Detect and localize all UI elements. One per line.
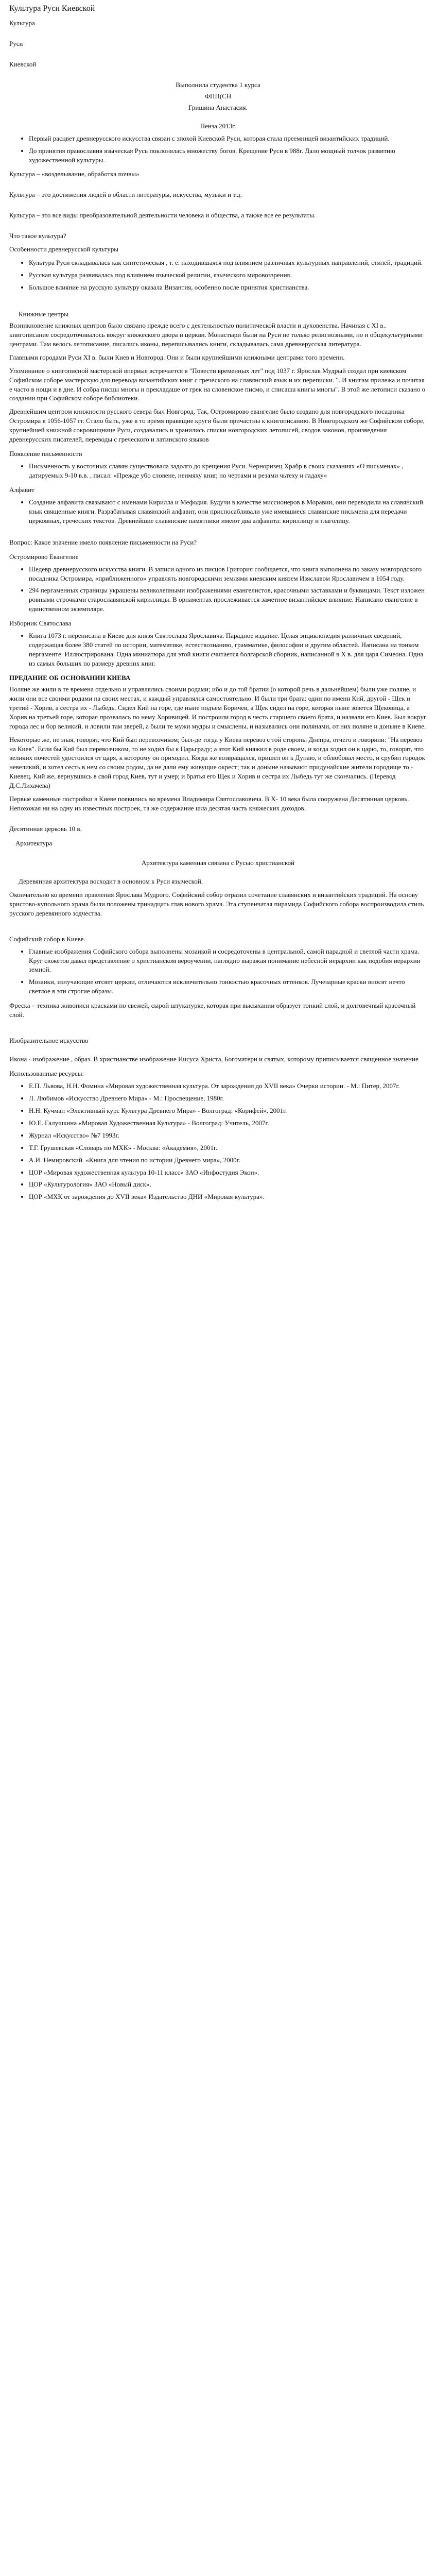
ostromir-list [9,565,427,614]
writing-list [9,462,427,480]
spacer [9,53,427,60]
spacer [9,183,427,190]
list-item: • Большое влияние на русскую культуру оказала Византия, особенно после принятия христианства. [29,283,427,292]
list-item: • Русская культура развивалась под влиянием языческой религии, языческого мировоззрения. [29,270,427,280]
intro-list [9,134,427,165]
spacer [9,851,427,858]
section-title: Изобразительное искусство [9,1037,89,1045]
document-title: Культура Руси Киевской [9,4,95,13]
paragraph: Поляне же жили в те времена отдельно и управлялись своими родами; ибо и до той братии (о которой речь в дальнейшем) были уже поляне, и жили они все своими родами на своих местах, и каждый управлялся самостоятельно. И были три брата: один по имени Кий, другой - Щек и третий - Хорив, а сестра их - Лыбедь. Сидел Кий на горе, где ныне подъем Боричев, а Щек сидел на горе, которая ныне зовется Щековица, а Хорив на третьей горе, которая прозвалась по нему Хоривицей. И построили город в честь старшего своего брата, и назвали его Киев. Был вокруг города лес и бор великий, и ловили там зверей, а были те мужи мудры и смыслены, и назывались они полянами, от них поляне и доныне в Киеве. [9,685,427,730]
resource-item: • ЦОР «МХК от зарождения до XVII века» Издательство ДНИ «Мировая культура». [29,1192,427,1201]
question-text: Что такое культура? [9,232,66,240]
author-line: Гришина Анастасия. [188,103,248,111]
paragraph: Икона - изображение , образ. В христианстве изображение Иисуса Христа, Богоматери и святых, которому приписывается священное значение [9,1055,418,1063]
section-title: Архитектура каменная связана с Русью христианской [141,858,295,867]
resource-item: • Ю.Е. Галушкина «Мировая Художественная Культура» - Волгоград: Учитель, 2007г. [29,1118,427,1128]
resource-item: • Е.П. Львова, Н.Н. Фомина «Мировая художественная культура. От зарождения до XVII века» Очерки истории. - М.: Питер, 2007г. [29,1081,427,1091]
question-text: Вопрос: Какое значение имело появление письменности на Руси? [9,538,197,546]
section-title: Софийский собор в Киеве. [9,935,85,943]
paragraph: Некоторые же, не зная, говорят, что Кий был перевозчиком; был-де тогда у Киева перевоз с той стороны Днепра, отчего и говорили: "На перевоз на Киев". Если бы Кий был перевозчиком, то не ходил бы к Царьграду; а этот Кий княжил в роде своем, и когда ходил он к царю, то, говорят, что великих почестей удостоился от царя, к которому он приходил. Когда же возвращался, пришел он к Дунаю, и облюбовал место, и срубил городок невеликий, и хотел сесть в нем со своим родом, да не дали ему живущие окрест; так и доныне называют придунайские жители городище то - Киевец. Кий же, вернувшись в свой город Киев, тут и умер; и братья его Щек и Хорив и сестра их Лыбедь тут же скончались. (Перевод Д.С.Лихачева) [9,735,425,790]
spacer [9,32,427,39]
list-item: • 294 пергаменных страницы украшены великолепными изображениями евангелистов, красочными заставками и буквицами. Текст изложен ровными строчками старославянской кириллицы. В орнаментах прослеживается заметное византийское влияние. Написано евангелие в единственном экземпляре. [29,586,427,614]
resource-item: • Н.Н. Кучман «Элективный курс Культура Древнего Мира» - Волгоград: «Корифей», 2001г. [29,1106,427,1115]
list-item: • Главные изображения Софийского собора выполнены мозаикой и сосредоточены в центральной, самой парадной и светлой части храма. Круг сюжетов давал представление о христианском вероучении, наглядно выражая понимание небесной иерархии как подобия иерархии земной. [29,947,427,975]
list-item: • Шедевр древнерусского искусства книги. В записи одного из писцов Григория сообщается, что книга выполнена по заказу новгородского посадника Остромира, «приближенного» управлять новгородскими землями киевским князем Изяславом Ярославичем в 1054 году. [29,565,427,583]
spacer [9,73,427,80]
definition-text: Культура – это достижения людей в области литературы, искусства, музыки и т.д. [9,191,242,199]
section-title: Алфавит [9,485,34,494]
top-label: Киевской [9,60,37,68]
spacer [9,204,427,211]
definition-text: Культура – это все виды преобразовательной деятельности человека и общества, а также все ее результаты. [9,211,316,219]
list-item: • Культура Руси складывалась как синтетическая , т. е. находившаяся под влиянием различных культурных направлений, стилей, традиций. [29,258,427,267]
alphabet-list [9,498,427,526]
section-title: Архитектура [15,839,53,848]
paragraph: Древнейшим центром книжности русского севера был Новгород. Так, Остромирово евангелие было создано для новгородского посадника Остромира в 1056-1057 гг. Стало быть, уже в то время правящие круги были причастны к книгописанию. В Новгородском же Софийском соборе, крупнейшей книжной сокровищнице Руси, создавались и хранились списки новгородских летописей, сводов законов, произведения древнерусских писателей, переводы с греческого и латинского языков [9,408,425,444]
sofia-list [9,947,427,996]
top-label: Культура [9,19,35,27]
paragraph: Окончательно ко времени правления Ярослава Мудрого. Софийский собор отразил сочетание славянских и византийских традиций. На основу христово-купольного храма были положены тринадцать глав нового храма. Эта ступенчатая пирамида Софийского собора воспроизводила стиль русского деревянного зодчества. [9,890,424,917]
list-item: • Книга 1073 г. переписана в Киеве для князя Святослава Ярославича. Парадное издание. Целая энциклопедия различных сведений, содержащая более 380 статей по истории, математике, естествознанию, грамматике, философии и другим областей. Написана на тонком пергаменте. Иллюстрирована. Одна миниатюра для этой книги считается болгарской сборник, написанной в X в. для царя Симеона. Одна из самых больших по размеру древних книг. [29,631,427,668]
author-line: Выполнила студентка 1 курса [176,80,260,89]
spacer [9,114,427,122]
resource-item: • ЦОР «Мировая художественная культура 10-11 класс» ЗАО «Инфостудия Экон». [29,1168,427,1177]
spacer [9,870,427,877]
list-item: • Письменность у восточных славян существовала задолго до крещения Руси. Черноризец Храбр в своих сказаниях «О письменах» , датируемых 9-10 в.в. , писал: «Прежде убо словене, неимяху книг, но чертами и резами чьтеху и гадаху» [29,462,427,480]
paragraph: Упоминание о книгописной мастерской впервые встречается в "Повести временных лет" под 1037 г. Ярослав Мудрый создал при киевском Софийском соборе мастерскую для перевода византийских книг с греческого на славянский язык и их переписки. "..И книгам прилежа и почитая е часто в нощи и в дне. И собра писцы многы и прекладаше от грек на словенское писмо, и списаша книгы многы". В этой же летописи сказано о создании при Софийском соборе библиотеки. [9,366,426,402]
spacer [9,1047,427,1055]
spacer [9,224,427,231]
resource-item: • А.И. Немировский. «Книга для чтения по истории Древнего мира», 2000г. [29,1156,427,1165]
list-item: • До принятия православия языческая Русь поклонялась множеству богов. Крещение Руси в 988г. Дало мощный толчок развитию художественной культуры. [29,146,427,165]
izbornik-list [9,631,427,668]
resource-item: • Журнал «Искусство» №7 1993г. [29,1131,427,1140]
paragraph: Главными городами Руси XI в. были Киев и Новгород. Они и были крупнейшими книжными центрами того времени. [9,353,345,361]
spacer [9,922,427,929]
list-item: • Создание алфавита связывают с именами Кирилла и Мефодия. Будучи в качестве миссионеров в Моравии, они переводили на славянский язык священные книги. Разрабатывая славянский алфавит, они приспосабливали уже имевшиеся славянские письмена для передачи церковных, греческих текстов. Древнейшие славянские памятники имеют два алфавита: кириллицу и глаголицу. [29,498,427,526]
paragraph: Первые каменные постройки в Киеве появились во времена Владимира Святославовича. В X- 10 века была сооружена Десятинная церковь. Непохожая ни на одну из известных построек, та же содержание шла десятая часть княжеских доходов. [9,795,409,812]
section-title: Остромирово Евангелие [9,552,79,561]
spacer [9,1024,427,1031]
paragraph: Деревянная архитектура восходит в основном к Руси языческой. [19,877,203,885]
section-title: Десятинная церковь 10 в. [9,825,82,833]
spacer [9,531,427,538]
list-item: • Первый расцвет древнерусского искусства связан с эпохой Киевской Руси, которая стала преемницей византийских традиций. [29,134,427,143]
section-title: ПРЕДАНИЕ ОБ ОСНОВАНИИ КИЕВА [9,673,131,682]
resource-item: • ЦОР «Культурология» ЗАО «Новый диск». [29,1180,427,1189]
paragraph: Фреска – техника живописи красками по свежей, сырой штукатурке, которая при высыхании образует тонкий слой, и долговечный красочный слой. [9,1002,416,1019]
document-page [0,0,436,1201]
section-title: Особенности древнерусской культуры [9,245,118,253]
section-title: Изборник Святослава [9,619,72,628]
section-title: Появление письменности [9,450,82,458]
section-title: Использованные ресурсы: [9,1070,84,1078]
year-line: Пенза 2013г. [200,122,236,130]
section-title: Книжные центры [19,310,69,318]
resources-list [9,1081,427,1201]
author-line: ФПП(СН [204,92,232,100]
definition-text: Культура – «возделывание, обработка почвы» [9,170,139,178]
paragraph: Возникновение книжных центров было связано прежде всего с деятельностью политической власти и духовенства. Начиная с XI в.. книгописание сосредоточивалось вокруг княжеского двора и церкви. Монастыри были на Руси не только религиозными, но и общекультурными центрами. Там велось летописание, писались иконы, переписывались книги, складывалась сама древнерусская литература. [9,321,423,348]
resource-item: • Л. Любимов «Искусство Древнего Мира» - М.: Просвещение, 1980г. [29,1094,427,1103]
spacer [9,297,427,304]
top-label: Руси [9,40,23,48]
spacer [9,817,427,824]
list-item: • Мозаики, излучающие отсвет церкви, отличаются исключительно тонкостью красочных оттенков. Лучезарные краски вносят нечто светлое в эти строгие образы. [29,977,427,996]
resource-item: • Т.Г. Грушевская «Словарь по МХК» - Москва: «Академия», 2001г. [29,1143,427,1153]
features-list [9,258,427,292]
